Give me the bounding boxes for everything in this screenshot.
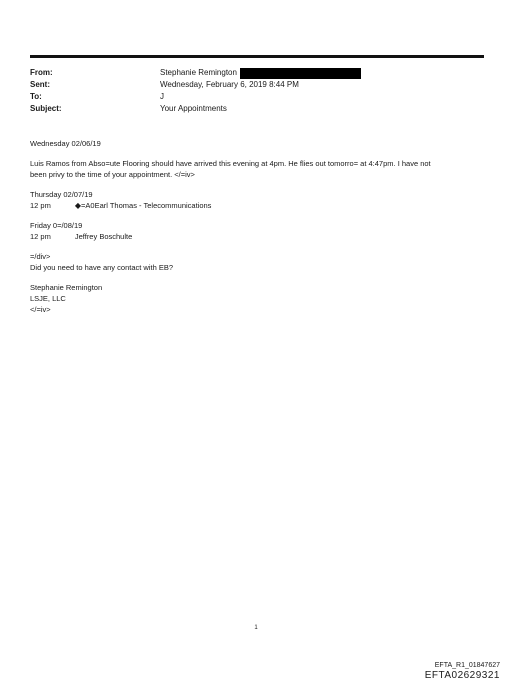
subject-row: [30, 103, 484, 115]
appointment-thursday: [30, 200, 490, 211]
footer-ids: [425, 661, 500, 682]
redaction-bar: [240, 68, 361, 79]
to-row: [30, 91, 484, 103]
to-label: To:: [30, 92, 42, 101]
body-line: been privy to the time of your appointment. </=iv>: [30, 170, 195, 179]
page-number: 1: [254, 625, 258, 631]
subject-value: Your Appointments: [160, 104, 227, 113]
from-value: Stephanie Remington: [160, 68, 237, 77]
appointment-text: =A0Earl Thomas - Telecommunications: [81, 201, 212, 210]
email-body: [30, 138, 490, 324]
appointment-time: 12 pm: [30, 201, 51, 210]
replacement-char-icon: ◆: [74, 201, 82, 210]
sent-label: Sent:: [30, 80, 50, 89]
email-header: [30, 67, 484, 115]
date-thursday: Thursday 02/07/19: [30, 190, 93, 199]
paragraph-thursday: [30, 189, 490, 211]
subject-label: Subject:: [30, 104, 62, 113]
from-row: [30, 67, 484, 79]
sent-value: Wednesday, February 6, 2019 8:44 PM: [160, 80, 299, 89]
header-rule: [30, 55, 484, 58]
footer-id-2: EFTA02629321: [424, 670, 500, 681]
from-label: From:: [30, 68, 53, 77]
appointment-friday: [30, 231, 490, 242]
to-value: J: [160, 92, 164, 101]
paragraph-date1: [30, 138, 490, 149]
body-line: Luis Ramos from Abso=ute Flooring should have arrived this evening at 4pm. He flies out tomorro= at 4:47pm. I have not: [30, 159, 431, 168]
appointment-time: 12 pm: [30, 232, 51, 241]
paragraph-friday: [30, 220, 490, 242]
div-close-tag: =/div>: [30, 252, 51, 261]
footer-id-1: EFTA_R1_01847627: [434, 662, 500, 669]
paragraph-luis: [30, 158, 490, 180]
signature-company: LSJE, LLC: [30, 294, 66, 303]
sent-row: [30, 79, 484, 91]
signature-name: Stephanie Remington: [30, 283, 103, 292]
signature: [30, 282, 490, 315]
date-wednesday: Wednesday 02/06/19: [30, 139, 101, 148]
date-friday: Friday 0=/08/19: [30, 221, 83, 230]
appointment-text: Jeffrey Boschulte: [74, 232, 133, 241]
question-line: Did you need to have any contact with EB?: [30, 263, 174, 272]
signature-tag: </=iv>: [30, 305, 51, 314]
paragraph-question: [30, 251, 490, 273]
